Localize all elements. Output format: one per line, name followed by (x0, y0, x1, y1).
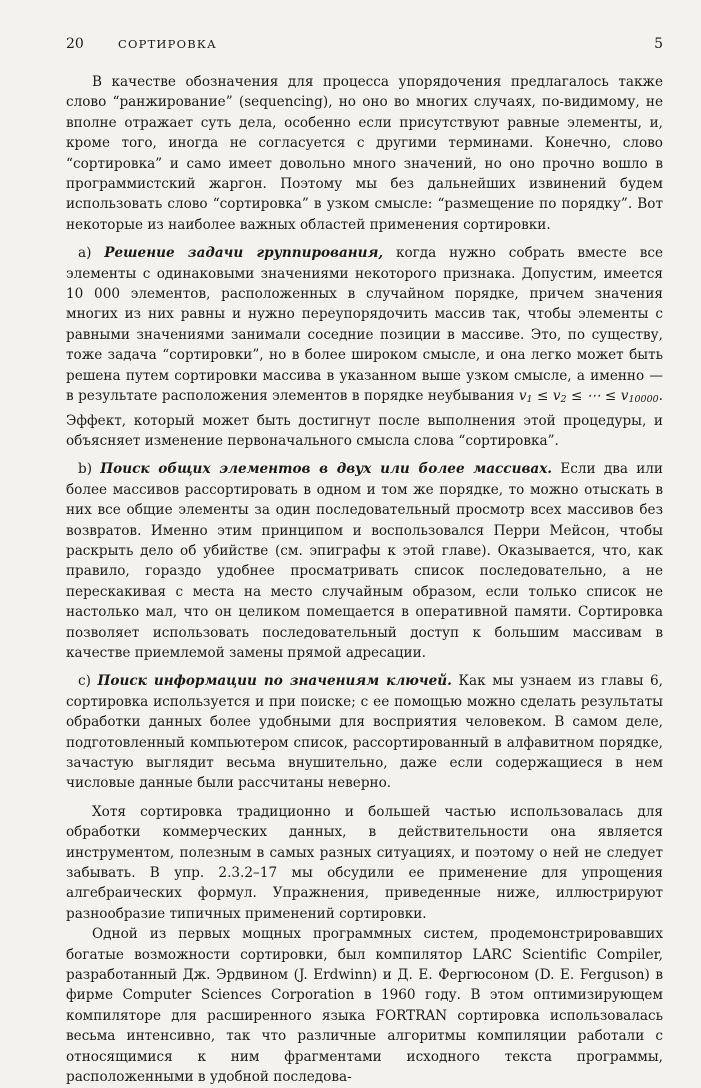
list-item-b (66, 459, 663, 663)
list-marker: c) (78, 673, 91, 690)
list-item-title: Поиск информации по значениям ключей. (97, 673, 452, 690)
list-item-title: Поиск общих элементов в двух или более массивах. (100, 461, 553, 478)
page-header (66, 36, 663, 56)
inequality-formula: $v_1 \le v_2$ ≤ ⋯ ≤ $v_{10000}$ (518, 388, 659, 406)
list-item-text: Если два или более массивов рассортировать в одном и том же порядке, то можно отыскать в них все общие элементы за один последовательный просмотр всех массивов без возвратов. Именно этим принципом и воспользовался Перри Мейсон, чтобы раскрыть дело об убийстве (см. эпиграфы к этой главе). Оказывается, что, как правило, гораздо удобнее просматривать список последовательно, а не перескакивая с места на место случайным образом, если только список не настолько мал, что он целиком помещается в оперативной памяти. Сортировка позволяет использовать последовательный доступ к большим массивам в качестве приемлемой замены прямой адресации. (66, 461, 663, 661)
list-item-c (66, 671, 663, 793)
paragraph-applications: Хотя сортировка традиционно и большей частью использовалась для обработки коммерческих данных, в действительности она является инструментом, полезным в самых разных ситуациях, и поэтому о ней не следует забывать. В упр. 2.3.2–17 мы обсудили ее применение для упрощения алгебраических формул. Упражнения, приведенные ниже, иллюстрируют разнообразие типичных применений сортировки. (66, 803, 663, 922)
page-body (66, 72, 663, 1088)
running-title: СОРТИРОВКА (118, 37, 217, 51)
paragraph-intro: В качестве обозначения для процесса упорядочения предлагалось также слово “ранжирование” (sequencing), но оно во многих случаях, по-видимому, не вполне отражает суть дела, особенно если присутствуют равные элементы, и, кроме того, иногда не согласуется с другими терминами. Конечно, слово “сортировка” и само имеет довольно много значений, но оно прочно вошло в программистский жаргон. Поэтому мы без дальнейших извинений будем использовать слово “сортировка” в узком смысле: “размещение по порядку”. Вот некоторые из наиболее важных областей применения сортировки. (66, 74, 663, 233)
list-marker: b) (78, 461, 93, 478)
list-marker: а) (78, 245, 92, 262)
chapter-number: 5 (654, 36, 663, 52)
list-item-title: Решение задачи группирования, (104, 245, 384, 262)
page-number: 20 (66, 36, 84, 52)
paragraph-larc-compiler: Одной из первых мощных программных систем, продемонстрировавших богатые возможности сортировки, был компилятор LARC Scientific Compiler, разработанный Дж. Эрдвином (J. Erdwinn) и Д. Е. Фергюсоном (D. E. Ferguson) в фирме Computer Sciences Corporation в 1960 году. В этом оптимизирующем компиляторе для расширенного языка FORTRAN сортировка использовалась весьма интенсивно, так что различные алгоритмы компиляции работали с относящимися к ним фрагментами исходного текста программы, расположенными в удобной последова- (66, 926, 663, 1086)
list-item-text-end: . Эффект, который может быть достигнут после выполнения этой процедуры, и объясняет изменение первоначального смысла слова “сортировка”. (66, 388, 663, 449)
list-item-a (66, 243, 663, 451)
list-item-text: когда нужно собрать вместе все элементы с одинаковыми значениями некоторого признака. Допустим, имеется 10 000 элементов, расположенных в случайном порядке, причем значения многих из них равны и нужно переупорядочить массив так, чтобы элементы с равными значениями занимали соседние позиции в массиве. Это, по существу, тоже задача “сортировки”, но в более широком смысле, и она легко может быть решена путем сортировки массива в указанном выше узком смысле, а именно — в результате расположения элементов в порядке неубывания (66, 245, 664, 405)
list-item-text: Как мы узнаем из главы 6, сортировка используется и при поиске; с ее помощью можно сделать результаты обработки данных более удобными для восприятия человеком. В самом деле, подготовленный компьютером список, рассортированный в алфавитном порядке, зачастую выглядит весьма внушительно, даже если содержащиеся в нем числовые данные были рассчитаны неверно. (66, 673, 663, 792)
